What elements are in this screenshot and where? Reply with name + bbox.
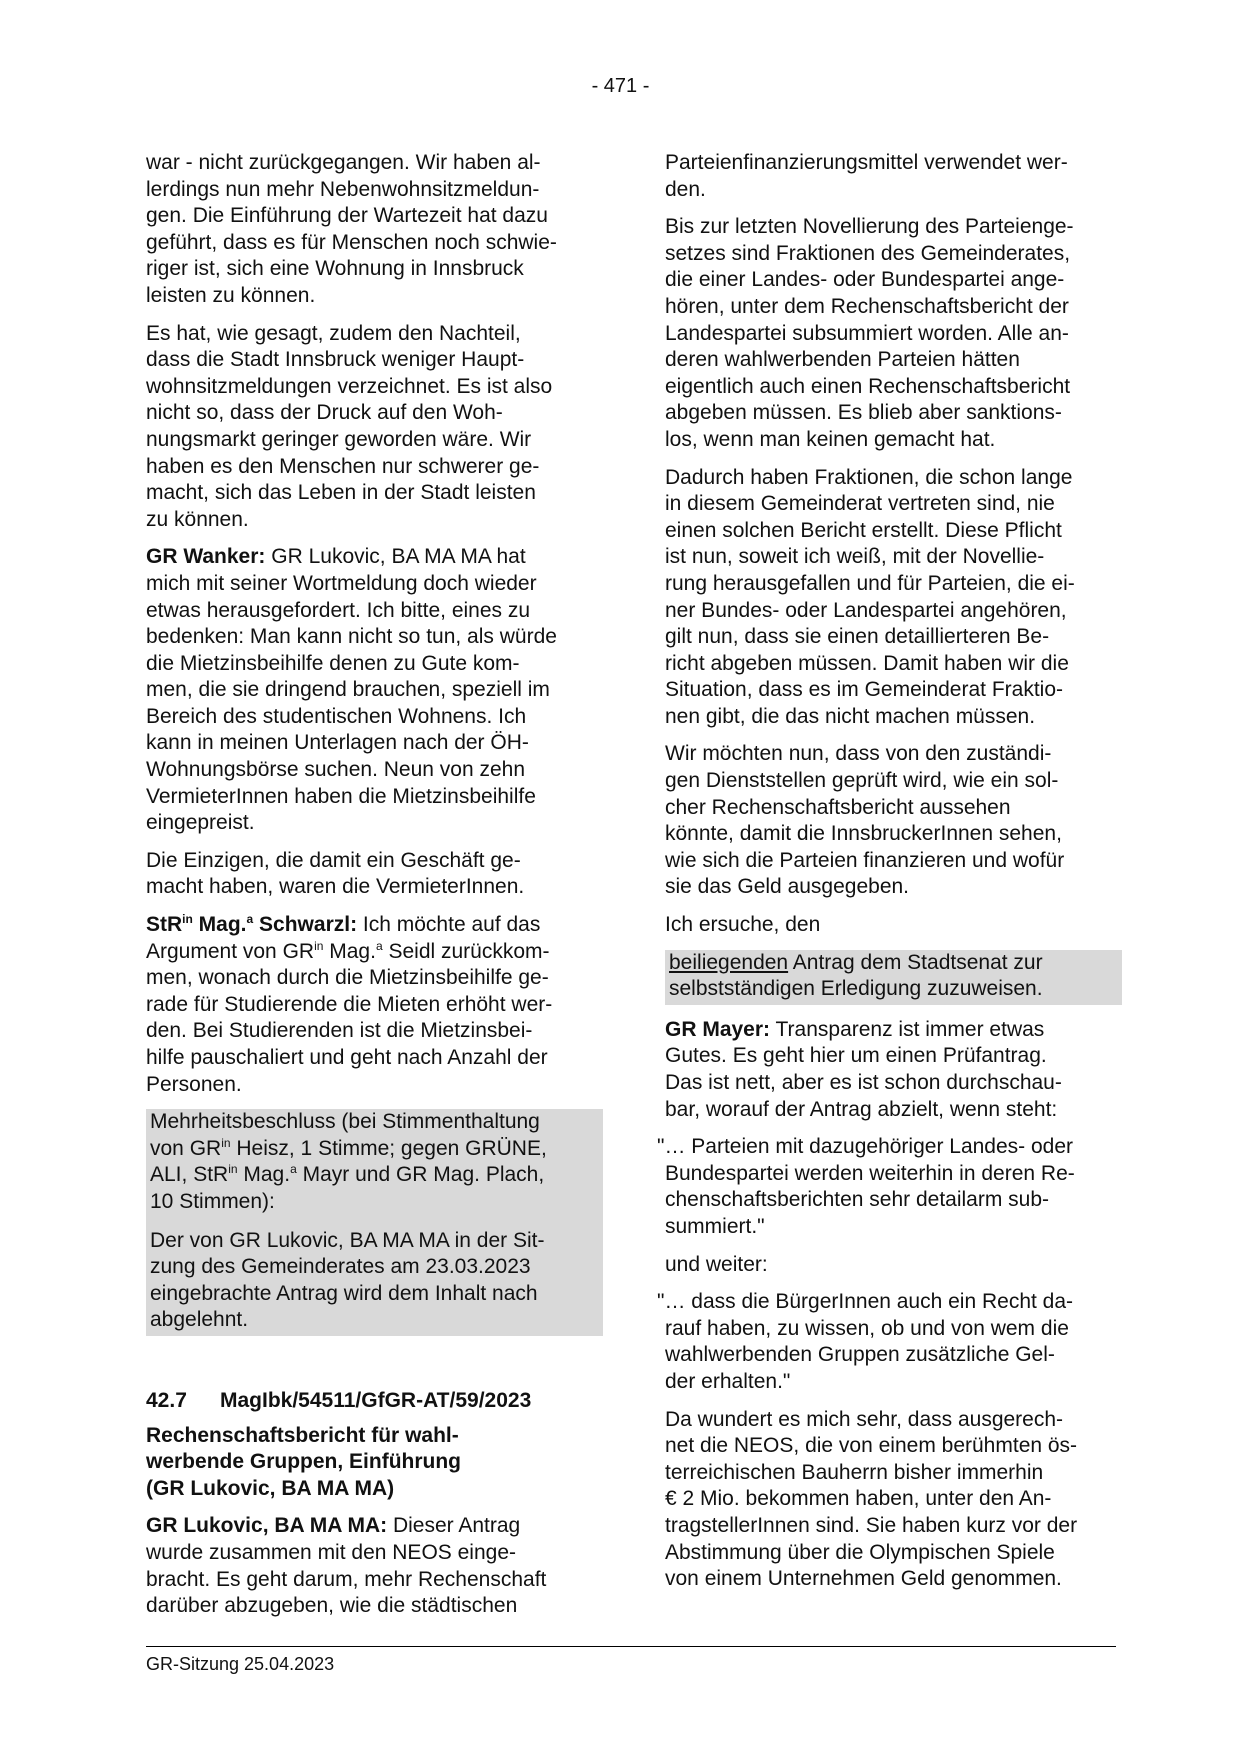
agenda-id: MagIbk/54511/GfGR-AT/59/2023 xyxy=(220,1388,532,1412)
speaker-name xyxy=(146,913,357,936)
speaker-part: StR xyxy=(146,913,183,937)
paragraph: Wir möchten nun, dass von den zuständi- gen Dienststellen geprüft wird, wie ein sol- cher Rechenschaftsbericht aussehen könnte, damit die InnsbruckerInnen sehen, wie sich die Parteien finanzieren und wofür sie das Geld ausgegeben. xyxy=(665,742,1065,899)
speech-schwarzl xyxy=(146,912,603,1098)
page-number: - 471 - xyxy=(591,75,650,97)
superscript: in xyxy=(314,938,324,953)
right-column xyxy=(657,150,1122,1604)
speaker-name: GR Wanker: xyxy=(146,545,266,569)
agenda-item-heading xyxy=(146,1388,603,1415)
resolution-text: Mayr und GR Mag. Plach, 10 Stimmen): xyxy=(150,1163,545,1213)
quotation: "… Parteien mit dazugehöriger Landes- oder Bundespartei werden weiterhin in deren Re- chenschaftsberichten sehr detailarm sub- summiert." xyxy=(657,1135,1075,1238)
resolution-text: Mehrheitsbeschluss (bei Stimmenthaltung von GR xyxy=(150,1110,540,1160)
resolution-vote xyxy=(146,1109,603,1227)
speech-text: Ich möchte auf das Argument von GR xyxy=(146,913,541,963)
speech-text: Seidl zurückkom- men, wonach durch die Mietzinsbeihilfe ge- rade für Studierende die Mieten erhöht wer- den. Bei Studierenden ist die Mietzinsbei- hilfe pauschaliert und geht nach Anzahl der Personen. xyxy=(146,939,553,1096)
speaker-part: Mag. xyxy=(192,913,247,937)
speaker-name: GR Mayer: xyxy=(665,1017,771,1041)
quotation: "… dass die BürgerInnen auch ein Recht da- rauf haben, zu wissen, ob und von wem die wahlwerbenden Gruppen zusätzliche Gel- der erhalten." xyxy=(657,1290,1074,1393)
footer-divider xyxy=(146,1646,1116,1647)
paragraph: Ich ersuche, den xyxy=(665,913,821,937)
superscript: a xyxy=(246,912,254,927)
paragraph: Dadurch haben Fraktionen, die schon lange in diesem Gemeinderat vertreten sind, nie einen solchen Bericht erstellt. Diese Pflicht ist nun, soweit ich weiß, mit der Novellie- rung herausgefallen und für Parteien, die ei- ner Bundes- oder Landespartei angehören, gilt nun, dass sie einen detaillierteren Be- richt abgeben müssen. Damit haben wir die Situation, dass es im Gemeinderat Fraktio- nen gibt, die das nicht machen müssen. xyxy=(665,465,1075,728)
superscript: in xyxy=(228,1162,238,1177)
speech-text: Dieser Antrag wurde zusammen mit den NEOS einge- bracht. Es geht darum, mehr Rechenschaft darüber abzugeben, wie die städtischen xyxy=(146,1514,547,1618)
speech-wanker xyxy=(146,544,603,837)
resolution-text: Der von GR Lukovic, BA MA MA in der Sit- zung des Gemeinderates am 23.03.2023 eingebrachte Antrag wird dem Inhalt nach abgelehnt. xyxy=(146,1228,603,1336)
resolution-text: Mag. xyxy=(237,1163,291,1187)
agenda-number: 42.7 xyxy=(146,1388,187,1412)
speech-text: GR Lukovic, BA MA MA hat mich mit seiner Wortmeldung doch wieder etwas herausgefordert. Ich bitte, eines zu bedenken: Man kann nicht so tun, als würde die Mietzinsbeihilfe denen zu Gute kom- men, die sie dringend brauchen, speziell im Bereich des studentischen Wohnens. Ich kann in meinen Unterlagen nach der ÖH- Wohnungsbörse suchen. Neun von zehn VermieterInnen haben die Mietzinsbeihilfe eingepreist. xyxy=(146,545,557,835)
paragraph: Da wundert es mich sehr, dass ausgerech- net die NEOS, die von einem berühmten ös- terreichischen Bauherrn bisher immerhin € 2 Mio. bekommen haben, unter den An- tragstellerInnen sind. Sie haben kurz vor der Abstimmung über die Olympischen Spiele von einem Unternehmen Geld genommen. xyxy=(665,1407,1078,1591)
superscript: a xyxy=(290,1162,297,1177)
motion-text xyxy=(665,950,1122,1005)
motion-body: Antrag dem Stadtsenat zur selbstständigen Erledigung zuzuweisen. xyxy=(669,950,1043,1001)
superscript: a xyxy=(375,938,383,953)
attachment-link[interactable]: beiliegenden xyxy=(669,950,789,974)
paragraph: Bis zur letzten Novellierung des Parteienge- setzes sind Fraktionen des Gemeinderates, die einer Landes- oder Bundespartei ange- hören, unter dem Rechenschaftsbericht der Landespartei subsummiert worden. Alle an- deren wahlwerbenden Parteien hätten eigentlich auch einen Rechenschaftsbericht abgeben müssen. Es blieb aber sanktions- los, wenn man keinen gemacht hat. xyxy=(665,215,1074,451)
footer-session-date: GR-Sitzung 25.04.2023 xyxy=(146,1654,335,1674)
speaker-part: Schwarzl: xyxy=(253,913,358,937)
speaker-name: GR Lukovic, BA MA MA: xyxy=(146,1514,388,1538)
superscript: in xyxy=(221,1135,231,1150)
paragraph: Die Einzigen, die damit ein Geschäft ge- macht haben, waren die VermieterInnen. xyxy=(146,848,525,899)
paragraph: Parteienfinanzierungsmittel verwendet wer- den. xyxy=(665,151,1068,201)
speech-lukovic xyxy=(146,1513,603,1619)
superscript: in xyxy=(182,912,193,927)
speech-text: Transparenz ist immer etwas Gutes. Es geht hier um einen Prüfantrag. Das ist nett, aber es ist schon durchschau- bar, worauf der Antrag abzielt, wenn steht: xyxy=(665,1017,1062,1121)
paragraph: und weiter: xyxy=(665,1252,768,1276)
paragraph: war - nicht zurückgegangen. Wir haben al- lerdings nun mehr Nebenwohnsitzmeldun- gen. Die Einführung der Wartezeit hat dazu geführt, dass es für Menschen noch schwie- riger ist, sich eine Wohnung in Innsbruck leisten zu können. xyxy=(146,151,557,307)
left-column xyxy=(146,150,603,1631)
resolution-text: Heisz, 1 Stimme; gegen GRÜNE, ALI, StR xyxy=(150,1136,547,1187)
speech-text: Mag. xyxy=(323,939,376,963)
agenda-title: Rechenschaftsbericht für wahl- werbende Gruppen, Einführung (GR Lukovic, BA MA MA) xyxy=(146,1423,461,1500)
paragraph: Es hat, wie gesagt, zudem den Nachteil, dass die Stadt Innsbruck weniger Haupt- wohnsitzmeldungen verzeichnet. Es ist also nicht so, dass der Druck auf den Woh- nungsmarkt geringer geworden wäre. Wir haben es den Menschen nur schwerer ge- macht, sich das Leben in der Stadt leisten zu können. xyxy=(146,321,553,531)
speech-mayer xyxy=(665,1017,1122,1123)
